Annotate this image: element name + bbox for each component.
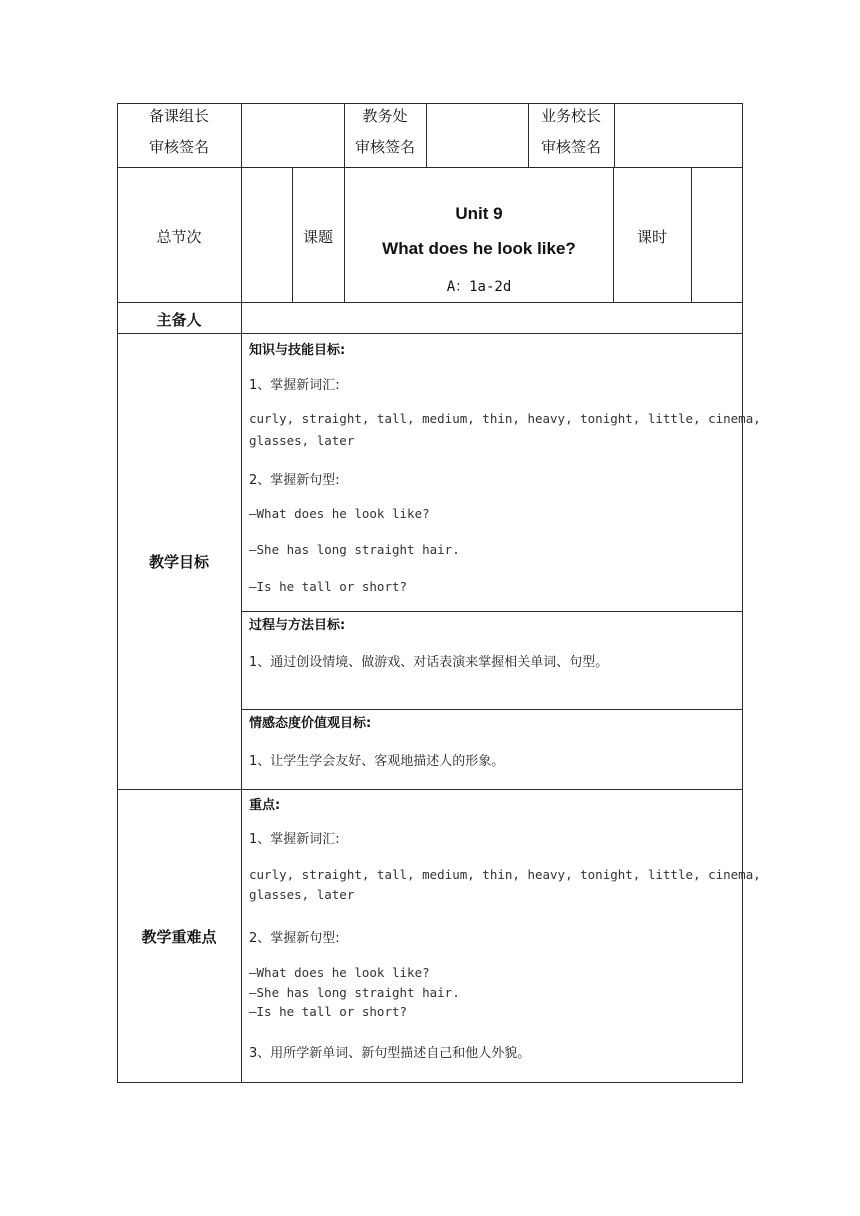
sentence-2: —She has long straight hair. <box>249 542 460 557</box>
key-sentence-2: —She has long straight hair. <box>249 985 460 1000</box>
unit-question: What does he look like? <box>382 239 576 258</box>
prep-leader-line2: 审核签名 <box>148 138 209 156</box>
table-border <box>426 103 427 167</box>
key-vocab-line-2: glasses, later <box>249 887 355 902</box>
key-sentence-3: —Is he tall or short? <box>249 1004 408 1019</box>
prep-leader-line1: 备课组长 <box>148 107 209 125</box>
table-border <box>241 611 743 612</box>
table-border <box>241 709 743 710</box>
topic-label: 课题 <box>302 228 333 246</box>
vice-principal-label <box>528 106 614 157</box>
section-range: A：1a-2d <box>446 279 512 295</box>
prep-leader-label <box>117 106 241 157</box>
process-item-1: 1、通过创设情境、做游戏、对话表演来掌握相关单词、句型。 <box>249 655 609 670</box>
knowledge-heading: 知识与技能目标: <box>249 343 346 358</box>
vocab-line-2: glasses, later <box>249 433 355 448</box>
vocab-line-1: curly, straight, tall, medium, thin, heavy, tonight, little, cinema, <box>249 411 761 426</box>
table-border <box>691 167 692 302</box>
sentence-1: —What does he look like? <box>249 506 430 521</box>
period-label: 课时 <box>636 228 667 246</box>
key-vocab-line-1: curly, straight, tall, medium, thin, heavy, tonight, little, cinema, <box>249 867 761 882</box>
table-border <box>117 302 743 303</box>
table-border <box>241 103 242 1083</box>
table-border <box>117 789 743 790</box>
table-border <box>117 1082 743 1083</box>
lesson-title <box>345 197 613 297</box>
key-vocab-title: 1、掌握新词汇: <box>249 832 340 847</box>
emotion-item-1: 1、让学生学会友好、客观地描述人的形象。 <box>249 754 505 769</box>
key-sentence-1: —What does he look like? <box>249 965 430 980</box>
pattern-title: 2、掌握新句型: <box>249 473 340 488</box>
table-border <box>117 103 743 104</box>
table-border <box>742 103 743 1083</box>
key-pattern-title: 2、掌握新句型: <box>249 931 340 946</box>
objectives-label: 教学目标 <box>148 553 209 571</box>
process-heading: 过程与方法目标: <box>249 618 346 633</box>
key-heading: 重点: <box>249 798 281 813</box>
emotion-heading: 情感态度价值观目标: <box>249 716 372 731</box>
academic-office-line1: 教务处 <box>362 107 408 125</box>
sentence-3: —Is he tall or short? <box>249 579 408 594</box>
vocab-title: 1、掌握新词汇: <box>249 378 340 393</box>
key-points-label: 教学重难点 <box>141 928 217 946</box>
unit-title: Unit 9 <box>455 204 503 223</box>
total-sessions-label: 总节次 <box>156 228 202 246</box>
academic-office-label <box>344 106 426 157</box>
vice-principal-line1: 业务校长 <box>540 107 601 125</box>
table-border <box>614 103 615 167</box>
academic-office-line2: 审核签名 <box>354 138 415 156</box>
table-border <box>117 167 743 168</box>
key-item-3: 3、用所学新单词、新句型描述自己和他人外貌。 <box>249 1046 531 1061</box>
vice-principal-line2: 审核签名 <box>540 138 601 156</box>
table-border <box>117 333 743 334</box>
presenter-label: 主备人 <box>156 311 202 329</box>
